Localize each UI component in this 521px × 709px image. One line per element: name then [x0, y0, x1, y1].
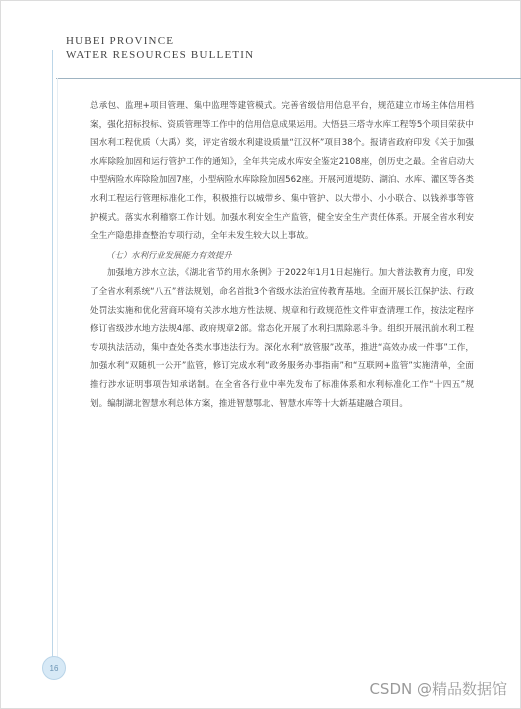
- page-number-badge: [42, 656, 66, 680]
- paragraph-legislation: 加强地方涉水立法，《湖北省节约用水条例》于2022年1月1日起施行。加大普法教育力度，印发了全省水利系统“八五”普法规划，命名首批3个省级水法治宣传教育基地。全面开展长江保护法、行政处罚法实施和优化营商环境有关涉水地方性法规、规章和行政规范性文件审查清理工作，按法定程序修订省级涉水地方法规4部、政府规章2部。常态化开展了水利扫黑除恶斗争。组织开展汛前水利工程专项执法活动，集中查处各类水事违法行为。深化水利“放管服”改革，推进“高效办成一件事”工作，加强水利“双随机一公开”监管，修订完成水利“政务服务办事指南”和“互联网+监管”实施清单，全面推行涉水证明事项告知承诺制。在全省各行业中率先发布了标准体系和水利标准化工作“十四五”规划。编制湖北智慧水利总体方案，推进智慧鄂北、智慧水库等十大新基建融合项目。: [90, 268, 474, 409]
- watermark: CSDN @精品数据馆: [369, 680, 507, 698]
- header-line-1: HUBEI PROVINCE: [66, 35, 175, 47]
- header-divider: [56, 78, 521, 79]
- bulletin-header: [0, 30, 521, 80]
- header-line-2: WATER RESOURCES BULLETIN: [66, 49, 255, 61]
- publication-title: [66, 34, 254, 62]
- margin-rule: [52, 50, 53, 670]
- article-body: [90, 97, 474, 413]
- margin-rule-inner: [57, 78, 58, 668]
- page-number: 16: [49, 663, 59, 673]
- section-heading-7: （七）水利行业发展能力有效提升: [106, 249, 232, 260]
- paragraph-construction-management: 总承包、监理+项目管理、集中监理等建管模式。完善省级信用信息平台，规范建立市场主体信用档案，强化招标投标、资质管理等工作中的信用信息成果运用。大悟县三塔寺水库工程等5个项目荣获中国水利工程优质（大禹）奖，评定省级水利建设质量“江汉杯”项目38个。报请省政府印发《关于加强水库除险加固和运行管护工作的通知》，全年共完成水库安全鉴定2108座，创历史之最。全省启动大中型病险水库除险加固7座，小型病险水库除险加固562座。开展河道堤防、湖泊、水库、灌区等各类水利工程运行管理标准化工作，积极推行以城带乡、集中管护、以大带小、小小联合、以钱养事等管护模式。落实水利稽察工作计划。加强水利安全生产监管，健全安全生产责任体系。开展全省水利安全生产隐患排查整治专项行动，全年未发生较大以上事故。: [90, 101, 474, 242]
